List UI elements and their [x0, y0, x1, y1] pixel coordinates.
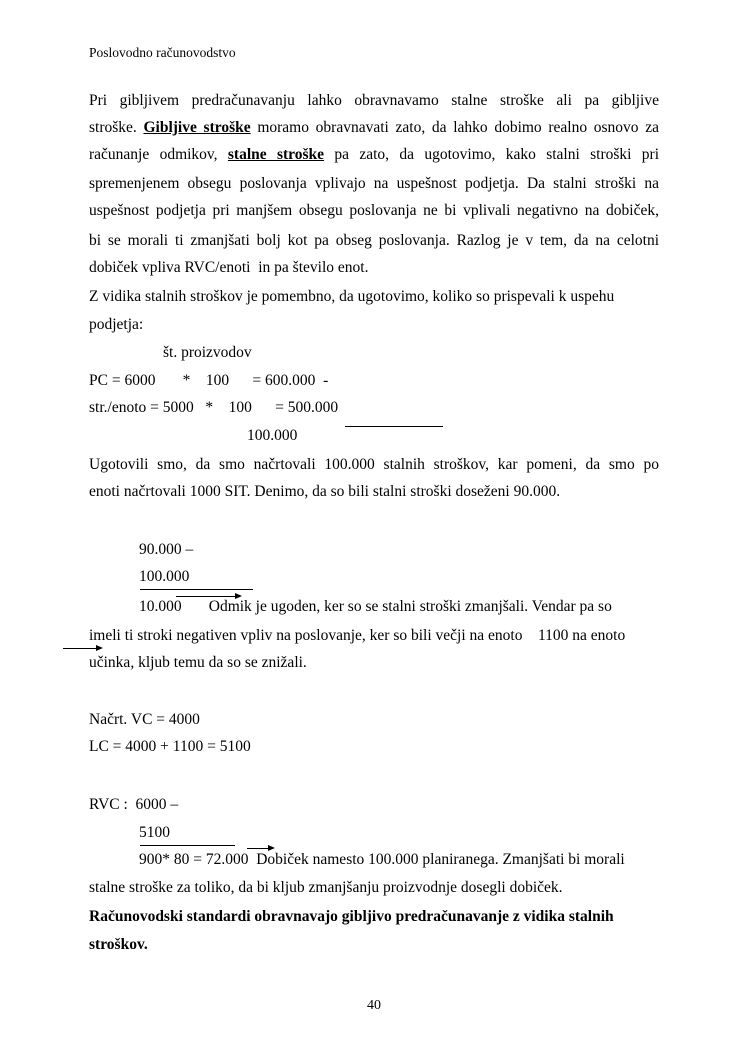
paragraph-line: dobiček vpliva RVC/enoti in pa število enot.	[89, 259, 369, 276]
emphasis-fixed-costs: stalne stroške	[227, 146, 325, 163]
sum-rule	[140, 845, 235, 846]
bold-conclusion: stroškov.	[89, 936, 148, 953]
running-header: Poslovodno računovodstvo	[89, 45, 236, 60]
calc-line: 5100	[139, 824, 170, 841]
paragraph-line: Pri gibljivem predračunavanju lahko obravnavamo stalne stroške ali pa gibljive	[89, 92, 659, 109]
bold-conclusion: Računovodski standardi obravnavajo gibljivo predračunavanje z vidika stalnih	[89, 908, 614, 925]
paragraph-line	[89, 146, 659, 164]
paragraph-line: bi se morali ti zmanjšati bolj kot pa obseg poslovanja. Razlog je v tem, da na celotni	[89, 232, 659, 249]
paragraph-line: učinka, kljub temu da so se znižali.	[89, 654, 307, 671]
sum-rule	[345, 426, 443, 427]
page-number: 40	[367, 998, 381, 1013]
paragraph-line: Z vidika stalnih stroškov je pomembno, da ugotovimo, koliko so prispevali k uspehu	[89, 288, 615, 305]
sum-rule	[140, 589, 253, 590]
paragraph-line: uspešnost podjetja pri manjšem obsegu poslovanja ne bi vplivali negativno na dobiček,	[89, 202, 659, 219]
arrow-icon	[176, 596, 240, 597]
calc-line: Načrt. VC = 4000	[89, 711, 200, 728]
arrow-icon	[247, 848, 273, 849]
paragraph-line: enoti načrtovali 1000 SIT. Denimo, da so bili stalni stroški doseženi 90.000.	[89, 483, 561, 500]
calc-line: RVC : 6000 –	[89, 796, 179, 813]
arrow-icon	[63, 648, 101, 649]
calc-line: 90.000 –	[139, 541, 194, 558]
calc-line: 10.000 Odmik je ugoden, ker so se stalni stroški zmanjšali. Vendar pa so	[139, 598, 612, 615]
paragraph-line	[89, 119, 659, 137]
calc-line: str./enoto = 5000 * 100 = 500.000	[89, 399, 339, 416]
calc-result: 100.000	[247, 427, 298, 444]
paragraph-line: Ugotovili smo, da smo načrtovali 100.000 stalnih stroškov, kar pomeni, da smo po	[89, 456, 659, 473]
text: stroške.	[89, 119, 144, 136]
paragraph-line: stalne stroške za toliko, da bi kljub zmanjšanju proizvodnje dosegli dobiček.	[89, 879, 563, 896]
calc-line: 100.000	[139, 568, 190, 585]
calc-line: PC = 6000 * 100 = 600.000 -	[89, 372, 329, 389]
calc-line: 900* 80 = 72.000 Dobiček namesto 100.000 planiranega. Zmanjšati bi morali	[139, 851, 625, 868]
text: moramo obravnavati zato, da lahko dobimo realno osnovo za	[250, 119, 659, 136]
calc-label: št. proizvodov	[163, 344, 252, 361]
paragraph-line: podjetja:	[89, 316, 144, 333]
emphasis-variable-costs: Gibljive stroške	[143, 119, 251, 136]
text: računanje odmikov,	[89, 146, 228, 163]
paragraph-line: imeli ti stroki negativen vpliv na poslovanje, ker so bili večji na enoto 1100 na enoto	[89, 627, 626, 644]
calc-line: LC = 4000 + 1100 = 5100	[89, 738, 251, 755]
paragraph-line: spremenjenem obsegu poslovanja vplivajo na uspešnost podjetja. Da stalni stroški na	[89, 175, 659, 192]
text: pa zato, da ugotovimo, kako stalni stroški pri	[324, 146, 660, 163]
